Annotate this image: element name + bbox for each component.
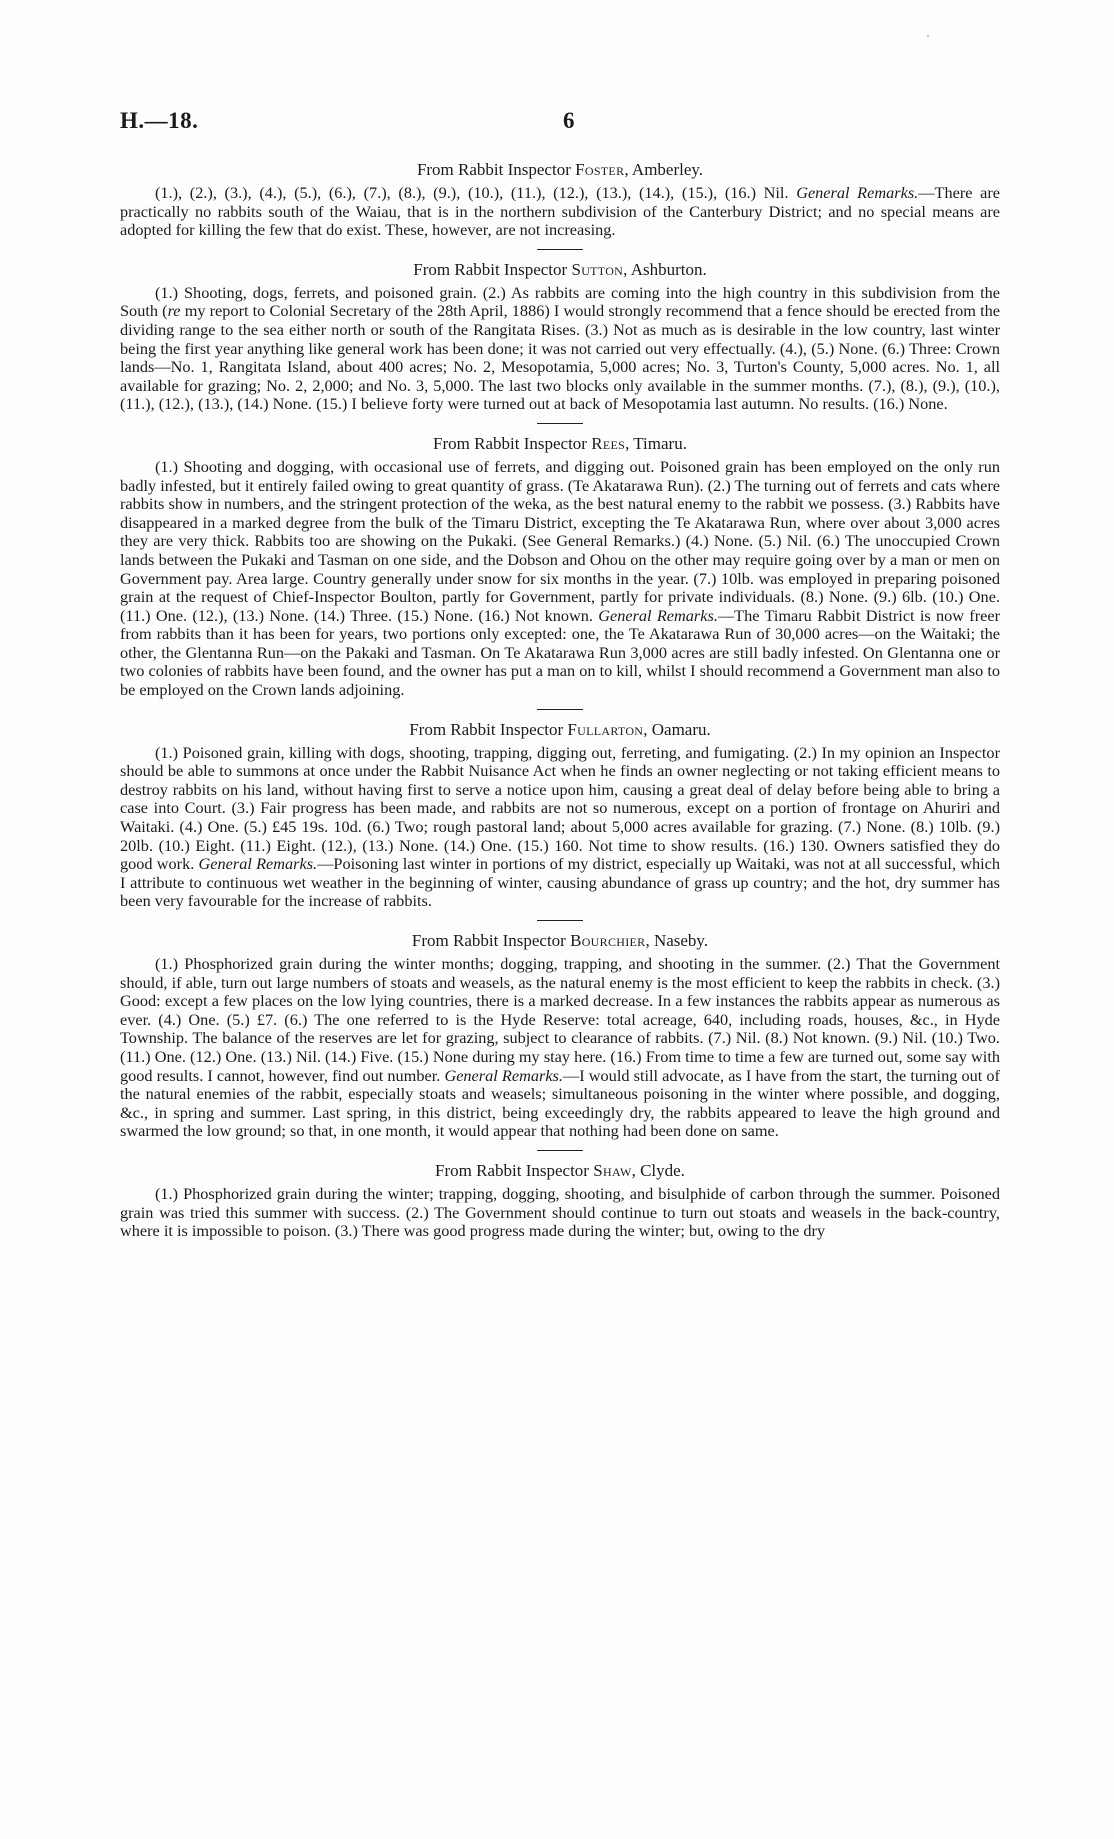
remarks-label: re: [167, 301, 181, 321]
report-text: (1.) Phosphorized grain during the winter months; dogging, trapping, and shooting in the summer. (2.) That the Government should, if able, turn out large numbers of stoats and weasels, as the natural enemy is the most efficient to keep the rabbits in check. (3.) Good: except a few places on the low lying countries, there is a marked decrease. In a few instances the rabbits appear as numerous as ever. (4.) One. (5.) £7. (6.) The one referred to is the Hyde Reserve: total acreage, 640, including roads, houses, &c., in Hyde Township. The balance of the reserves are let for grazing, subject to clearance of rabbits. (7.) Nil. (8.) Not known. (9.) Nil. (10.) Two. (11.) One. (12.) One. (13.) Nil. (14.) Five. (15.) None during my stay here. (16.) From time to time a few are turned out, some say with good results. I cannot, however, find out number.: [120, 954, 1000, 1085]
remarks-label: General Remarks.: [598, 605, 718, 625]
page-header: [120, 108, 1000, 138]
heading-prefix: From Rabbit Inspector: [416, 160, 576, 179]
section-heading: [120, 720, 1000, 740]
section-divider: [537, 249, 583, 250]
inspector-place: , Oamaru.: [643, 719, 711, 739]
section-divider: [537, 920, 583, 921]
report-paragraph: [120, 744, 1000, 911]
inspector-name: Sutton: [571, 259, 624, 279]
report-paragraph: [120, 184, 1000, 240]
inspector-place: , Amberley.: [624, 160, 704, 179]
remarks-label: General Remarks.: [198, 854, 318, 874]
inspector-name: Shaw: [593, 1160, 632, 1180]
inspector-place: , Clyde.: [631, 1160, 685, 1180]
page-number: 6: [563, 108, 575, 133]
inspector-name: Foster: [575, 160, 625, 179]
report-text: (1.) Shooting, dogs, ferrets, and poisoned grain. (2.) As rabbits are coming into the high country in this subdivision from the South (: [120, 282, 1000, 321]
inspector-place: , Naseby.: [645, 931, 709, 950]
report-text: (1.) Poisoned grain, killing with dogs, shooting, trapping, digging out, ferreting, and fumigating. (2.) In my opinion an Inspector should be able to summons at once under the Rabbit Nuisance Act when he finds an owner neglecting or not taking efficient means to destroy rabbits on his land, without having first to serve a notice upon him, causing a great deal of delay before being able to bring a case into Court. (3.) Fair progress has been made, and rabbits are not so numerous, except on a portion of frontage on Ahuriri and Waitaki. (4.) One. (5.) £45 19s. 10d. (6.) Two; rough pastoral land; about 5,000 acres available for grazing. (7.) None. (8.) 10lb. (9.) 20lb. (10.) Eight. (11.) Eight. (12.), (13.) None. (14.) One. (15.) 160. Not time to show results. (16.) 130. Owners satisfied they do good work.: [120, 742, 1000, 874]
report-section: [120, 160, 1000, 240]
report-text: my report to Colonial Secretary of the 28th April, 1886) I would strongly recommend that a fence should be erected from the dividing range to the sea either north or south of the Rangitata Rises. (3.) Not as much as is desirable in the low country, last winter being the first year anything like general work has been done; it was not carried out very effectually. (4.), (5.) None. (6.) Three: Crown lands—No. 1, Rangitata Island, about 400 acres; No. 2, Mesopotamia, 5,000 acres; No. 3, Turton's County, 5,000 acres. No. 1, all available for grazing; No. 2, 2,000; and No. 3, 5,000. The last two blocks only available in the summer months. (7.), (8.), (9.), (10.), (11.), (12.), (13.), (14.) None. (15.) I believe forty were turned out at back of Mesopotamia last autumn. No results. (16.) None.: [120, 301, 1001, 414]
report-text: —There are practically no rabbits south of the Waiau, that is in the northern subdivision of the Canterbury District; and no special means are adopted for killing the few that do exist. These, however, are not increasing.: [120, 183, 1000, 240]
report-section: [120, 434, 1000, 700]
section-divider: [537, 709, 583, 710]
section-divider: [537, 1150, 583, 1151]
report-paragraph: [120, 955, 1000, 1141]
inspector-place: , Timaru.: [625, 433, 687, 453]
section-heading: [120, 931, 1000, 951]
report-section: [120, 931, 1000, 1141]
heading-prefix: From Rabbit Inspector: [433, 433, 592, 453]
section-divider: [537, 423, 583, 424]
report-paragraph: [120, 458, 1000, 700]
inspector-place: , Ashburton.: [623, 259, 707, 279]
section-heading: [120, 260, 1000, 280]
remarks-label: General Remarks.: [796, 183, 919, 202]
heading-prefix: From Rabbit Inspector: [411, 931, 571, 950]
report-text: —I would still advocate, as I have from the start, the turning out of the natural enemies of the rabbit, especially stoats and weasels; simultaneous poisoning in the winter where possible, and dogging, &c., in spring and summer. Last spring, in this district, being exceedingly dry, the rabbits appeared to leave the high ground and swarmed the low ground; so that, in one month, it would appear that nothing had been done on same.: [120, 1065, 1000, 1141]
report-text: —Poisoning last winter in portions of my district, especially up Waitaki, was not at all successful, which I attribute to continuous wet weather in the beginning of winter, causing abundance of grass up country; and the hot, dry summer has been very favourable for the increase of rabbits.: [120, 854, 1001, 911]
series-number: H.—18.: [120, 108, 199, 133]
report-section: [120, 260, 1000, 414]
inspector-name: Rees: [591, 433, 626, 453]
heading-prefix: From Rabbit Inspector: [413, 259, 572, 279]
section-heading: [120, 434, 1000, 454]
report-paragraph: [120, 1185, 1000, 1241]
heading-prefix: From Rabbit Inspector: [409, 719, 568, 739]
heading-prefix: From Rabbit Inspector: [435, 1160, 594, 1180]
inspector-name: Bourchier: [570, 931, 646, 950]
report-body: [120, 160, 1000, 1241]
report-section: [120, 720, 1000, 911]
section-heading: [120, 1161, 1000, 1181]
section-heading: [120, 160, 1000, 180]
inspector-name: Fullarton: [567, 719, 644, 739]
remarks-label: General Remarks.: [444, 1065, 563, 1085]
report-text: (1.), (2.), (3.), (4.), (5.), (6.), (7.), (8.), (9.), (10.), (11.), (12.), (13.), (14.), (15.), (16.) Nil.: [155, 183, 797, 202]
report-paragraph: [120, 284, 1000, 414]
scan-speck: [927, 35, 929, 37]
report-text: (1.) Phosphorized grain during the winter; trapping, dogging, shooting, and bisulphide of carbon through the summer. Poisoned grain was tried this summer with success. (2.) The Government should continue to turn out stoats and weasels in the back-country, where it is impossible to poison. (3.) There was good progress made during the winter; but, owing to the dry: [120, 1183, 1000, 1241]
report-text: (1.) Shooting and dogging, with occasional use of ferrets, and digging out. Poisoned grain has been employed on the only run badly infested, but it entirely failed owing to great quantity of grass. (Te Akatarawa Run). (2.) The turning out of ferrets and cats where rabbits show in numbers, and the stringent protection of the weka, as the best natural enemy to the rabbit we possess. (3.) Rabbits have disappeared in a marked degree from the bulk of the Timaru District, excepting the Te Akatarawa Run, where over about 3,000 acres they are very thick. Rabbits too are showing on the Pukaki. (See General Remarks.) (4.) None. (5.) Nil. (6.) The unoccupied Crown lands between the Pukaki and Tasman on one side, and the Dobson and Ohou on the other may require going over by a man or men on Government pay. Area large. Country generally under snow for six months in the year. (7.) 10lb. was employed in preparing poisoned grain at the request of Chief-Inspector Boulton, partly for Government, partly for private individuals. (8.) None. (9.) 6lb. (10.) One. (11.) One. (12.), (13.) None. (14.) Three. (15.) None. (16.) Not known.: [120, 456, 1000, 625]
report-section: [120, 1161, 1000, 1241]
report-text: —The Timaru Rabbit District is now freer from rabbits than it has been for years, two portions only excepted: one, the Te Akatarawa Run of 30,000 acres—on the Waitaki; the other, the Glentanna Run—on the Pakaki and Tasman. On Te Akatarawa Run 3,000 acres are still badly infested. On Glentanna one or two colonies of rabbits have been found, and the owner has put a man on to kill, whilst I should recommend a Government man also to be employed on the Crown lands adjoining.: [120, 605, 1000, 700]
